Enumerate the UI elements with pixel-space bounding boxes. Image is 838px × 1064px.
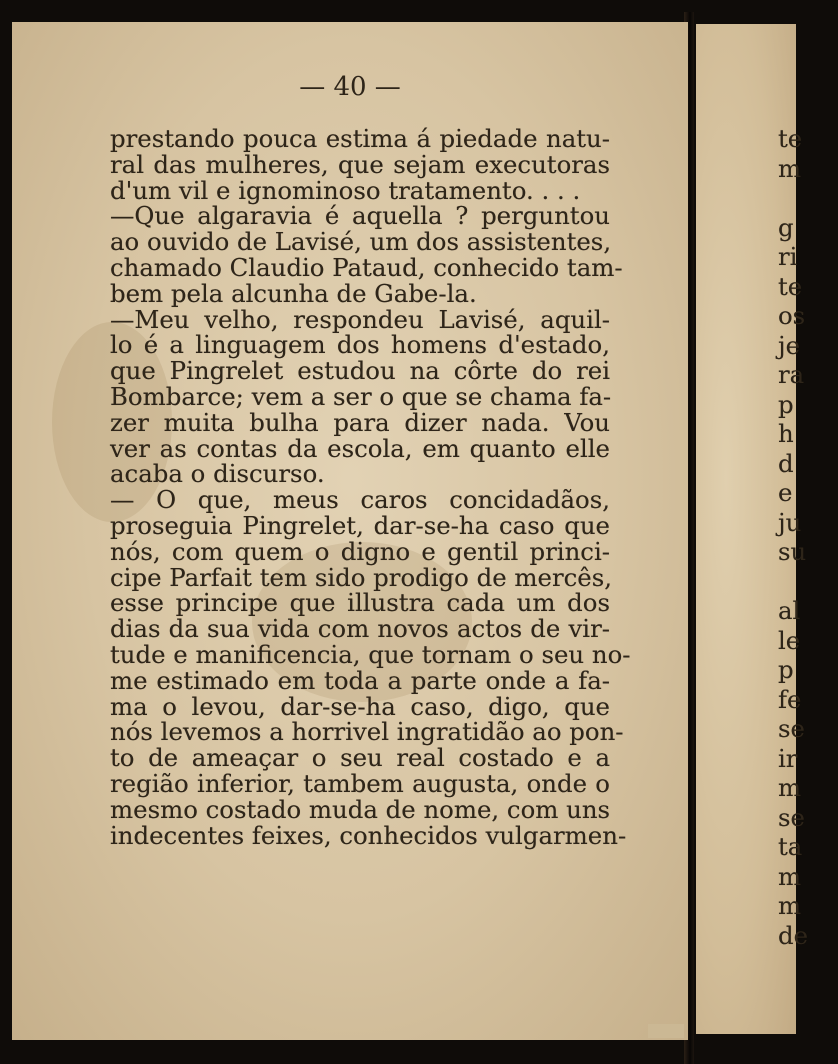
text-line: bem pela alcunha de Gabe-la. [110,278,477,308]
text-line: ral das mulheres, que sejam executoras [110,149,610,179]
facing-text-fragment: le [778,625,801,655]
text-line: to de ameaçar o seu real costado e a [110,743,610,773]
facing-text-fragment: m [778,861,802,891]
text-line: me estimado em toda a parte onde a fa- [110,665,610,695]
text-line: —Que algaravia é aquella ? perguntou [110,201,610,231]
text-line: ao ouvido de Lavisé, um dos assistentes, [110,227,612,257]
facing-text-fragment: d [778,448,794,478]
facing-text-fragment: ir [778,743,798,773]
facing-text-fragment: de [778,920,809,950]
facing-text-fragment: ri [778,242,798,271]
text-line: dias da sua vida com novos actos de vir- [110,614,610,644]
facing-text-fragment: g [778,212,794,242]
text-line: região inferior, tambem augusta, onde o [110,768,610,798]
text-line: proseguia Pingrelet, dar-se-ha caso que [110,510,610,540]
facing-text-fragment: te [778,124,803,153]
text-line: que Pingrelet estudou na côrte do rei [110,356,610,386]
facing-text-fragment: ra [778,360,805,389]
facing-text-fragment [778,569,838,599]
facing-text-fragment: je [778,330,800,360]
text-line: ver as contas da escola, em quanto elle [110,433,610,463]
page-body-text [110,124,631,850]
facing-text-fragment: se [778,802,805,832]
facing-text-fragment: ta [778,832,803,861]
text-line: zer muita bulha para dizer nada. Vou [110,407,610,437]
facing-page [696,24,809,1034]
text-line: — O que, meus caros concidadãos, [110,485,610,515]
facing-text-fragment: e [778,478,793,507]
facing-text-fragment: te [778,271,803,301]
text-line: nós levemos a horrivel ingratidão ao pon- [110,717,624,747]
facing-text-fragment: m [778,153,802,183]
facing-text-fragment: m [778,773,802,802]
facing-text-fragment: os [778,301,806,330]
facing-page-text [778,126,838,952]
facing-text-fragment: p [778,655,794,684]
facing-text-fragment: h [778,419,794,448]
text-line: d'um vil e ignominoso tratamento. . . . [110,175,581,205]
text-line: —Meu velho, respondeu Lavisé, aquil- [110,304,610,334]
facing-text-fragment: su [778,537,807,566]
facing-text-fragment: al [778,596,801,625]
facing-text-fragment [778,185,838,215]
text-line: mesmo costado muda de nome, com uns [110,794,611,824]
text-line: esse principe que illustra cada um dos [110,588,610,618]
facing-text-fragment: p [778,389,794,419]
page-number: — 40 — [299,72,401,102]
text-line: ma o levou, dar-se-ha caso, digo, que [110,691,610,721]
facing-text-fragment: ju [778,507,802,537]
facing-text-fragment: se [778,714,805,743]
left-page [12,22,688,1040]
text-line: acaba o discurso. [110,459,325,489]
facing-text-fragment: m [778,891,802,920]
text-line: prestando pouca estima á piedade natu- [110,124,610,153]
paper-tab [648,1024,684,1038]
text-line: indecentes feixes, conhecidos vulgarmen- [110,820,627,850]
facing-text-fragment: fe [778,684,802,714]
text-line: Bombarce; vem a ser o que se chama fa- [110,381,612,411]
text-line: lo é a linguagem dos homens d'estado, [110,330,610,360]
text-line: nós, com quem o digno e gentil princi- [110,536,610,566]
text-line: cipe Parfait tem sido prodigo de mercês, [110,562,612,592]
text-line: chamado Claudio Pataud, conhecido tam- [110,252,623,282]
text-line: tude e manificencia, que tornam o seu no- [110,639,631,669]
